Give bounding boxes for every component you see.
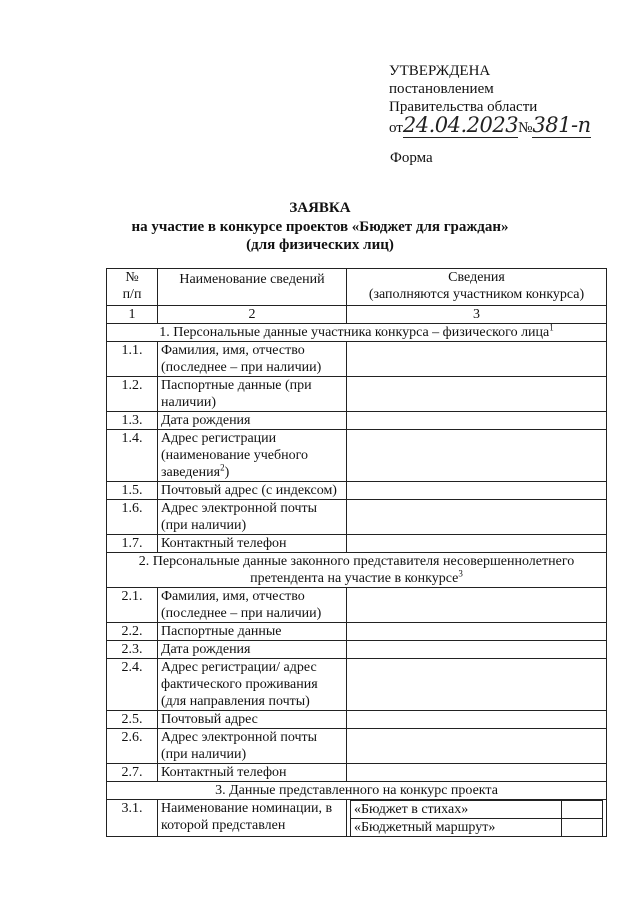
table-row xyxy=(107,729,607,764)
row-number: 2.3. xyxy=(107,641,158,659)
document-title: ЗАЯВКА xyxy=(289,200,351,216)
row-label: Адрес электронной почты (при наличии) xyxy=(158,500,347,535)
value-cell[interactable] xyxy=(347,623,607,641)
row-label: Почтовый адрес xyxy=(158,711,347,729)
row-number: 1.5. xyxy=(107,482,158,500)
value-cell[interactable] xyxy=(347,482,607,500)
row-label: Адрес регистрации/ адрес фактического проживания (для направления почты) xyxy=(158,659,347,711)
table-header-row xyxy=(107,269,607,306)
value-cell[interactable] xyxy=(347,711,607,729)
row-label: Паспортные данные xyxy=(158,623,347,641)
number-sign: № xyxy=(518,120,533,136)
column-number-2: 2 xyxy=(158,306,347,324)
row-label: Дата рождения xyxy=(158,641,347,659)
row-label: Дата рождения xyxy=(158,412,347,430)
footnote-1: 1 xyxy=(549,322,554,333)
table-row xyxy=(107,800,607,837)
row-label: Фамилия, имя, отчество (последнее – при наличии) xyxy=(158,342,347,377)
section-3-header xyxy=(107,782,607,800)
nomination-checkbox[interactable] xyxy=(562,819,603,837)
handwritten-date: 24.04.2023 xyxy=(402,113,519,137)
value-cell[interactable] xyxy=(347,500,607,535)
row-number: 2.5. xyxy=(107,711,158,729)
handwritten-number: 381-п xyxy=(532,113,591,137)
section-1-title: 1. Персональные данные участника конкурса – физического лица xyxy=(159,325,550,340)
row-number: 2.7. xyxy=(107,764,158,782)
header-number xyxy=(107,269,158,306)
row-number: 3.1. xyxy=(107,800,158,837)
table-row xyxy=(107,482,607,500)
approval-line-government: Правительства области xyxy=(389,99,538,115)
from-prefix: от xyxy=(389,120,403,136)
nomination-options-table xyxy=(350,800,603,836)
approval-title: УТВЕРЖДЕНА xyxy=(389,63,491,79)
header-value-note: (заполняются участником конкурса) xyxy=(368,287,585,302)
table-row xyxy=(107,641,607,659)
section-2-title: 2. Персональные данные законного представителя несовершеннолетнего претендента на участие в конкурсе xyxy=(138,554,575,586)
nomination-option-label: «Бюджет в стихах» xyxy=(351,801,562,819)
value-cell[interactable] xyxy=(347,588,607,623)
value-cell[interactable] xyxy=(347,641,607,659)
column-numbers-row xyxy=(107,306,607,324)
document-note: (для физических лиц) xyxy=(246,237,394,253)
row-number: 1.6. xyxy=(107,500,158,535)
row-label: Контактный телефон xyxy=(158,764,347,782)
row-label: Наименование номинации, в которой представлен xyxy=(158,800,347,837)
approval-line-decree: постановлением xyxy=(389,81,494,97)
section-2-header xyxy=(107,553,607,588)
row-label: Фамилия, имя, отчество (последнее – при наличии) xyxy=(158,588,347,623)
table-row xyxy=(107,430,607,482)
value-cell[interactable] xyxy=(347,659,607,711)
row-number: 1.7. xyxy=(107,535,158,553)
row-number: 1.4. xyxy=(107,430,158,482)
value-cell[interactable] xyxy=(347,430,607,482)
table-row xyxy=(107,535,607,553)
value-cell[interactable] xyxy=(347,342,607,377)
header-number-pp: п/п xyxy=(122,287,142,302)
row-number: 1.1. xyxy=(107,342,158,377)
section-1-header xyxy=(107,324,607,342)
table-row xyxy=(107,659,607,711)
application-table xyxy=(106,268,607,837)
row-number: 2.6. xyxy=(107,729,158,764)
footnote-2: 2 xyxy=(220,462,225,473)
approval-block xyxy=(389,62,591,137)
row-number: 2.4. xyxy=(107,659,158,711)
value-cell[interactable] xyxy=(347,729,607,764)
row-number: 1.2. xyxy=(107,377,158,412)
header-value xyxy=(347,269,607,306)
table-row xyxy=(107,377,607,412)
value-cell[interactable] xyxy=(347,535,607,553)
nomination-option xyxy=(351,801,603,819)
nomination-option xyxy=(351,819,603,837)
value-cell[interactable] xyxy=(347,764,607,782)
row-label: Почтовый адрес (с индексом) xyxy=(158,482,347,500)
table-row xyxy=(107,412,607,430)
row-number: 2.2. xyxy=(107,623,158,641)
row-label: Контактный телефон xyxy=(158,535,347,553)
table-row xyxy=(107,342,607,377)
value-cell[interactable] xyxy=(347,377,607,412)
row-number: 2.1. xyxy=(107,588,158,623)
table-row xyxy=(107,623,607,641)
row-label: Адрес электронной почты (при наличии) xyxy=(158,729,347,764)
section-3-title: 3. Данные представленного на конкурс проекта xyxy=(107,782,607,800)
column-number-3: 3 xyxy=(347,306,607,324)
approval-date-line xyxy=(389,113,591,137)
row-number: 1.3. xyxy=(107,412,158,430)
footnote-3: 3 xyxy=(458,568,463,579)
nomination-options xyxy=(347,800,607,837)
nomination-checkbox[interactable] xyxy=(562,801,603,819)
row-label: Паспортные данные (при наличии) xyxy=(158,377,347,412)
nomination-option-label: «Бюджетный маршрут» xyxy=(351,819,562,837)
table-row xyxy=(107,711,607,729)
document-subtitle: на участие в конкурсе проектов «Бюджет для граждан» xyxy=(131,219,509,235)
value-cell[interactable] xyxy=(347,412,607,430)
table-row xyxy=(107,764,607,782)
header-name: Наименование сведений xyxy=(158,269,347,306)
header-value-title: Сведения xyxy=(448,270,505,285)
row-label xyxy=(158,430,347,482)
header-number-sign: № xyxy=(125,270,139,285)
row-label-text: Адрес регистрации (наименование учебного заведения xyxy=(161,431,309,480)
table-row xyxy=(107,500,607,535)
form-label: Форма xyxy=(390,150,433,166)
row-label-closing: ) xyxy=(224,465,230,480)
table-row xyxy=(107,588,607,623)
column-number-1: 1 xyxy=(107,306,158,324)
